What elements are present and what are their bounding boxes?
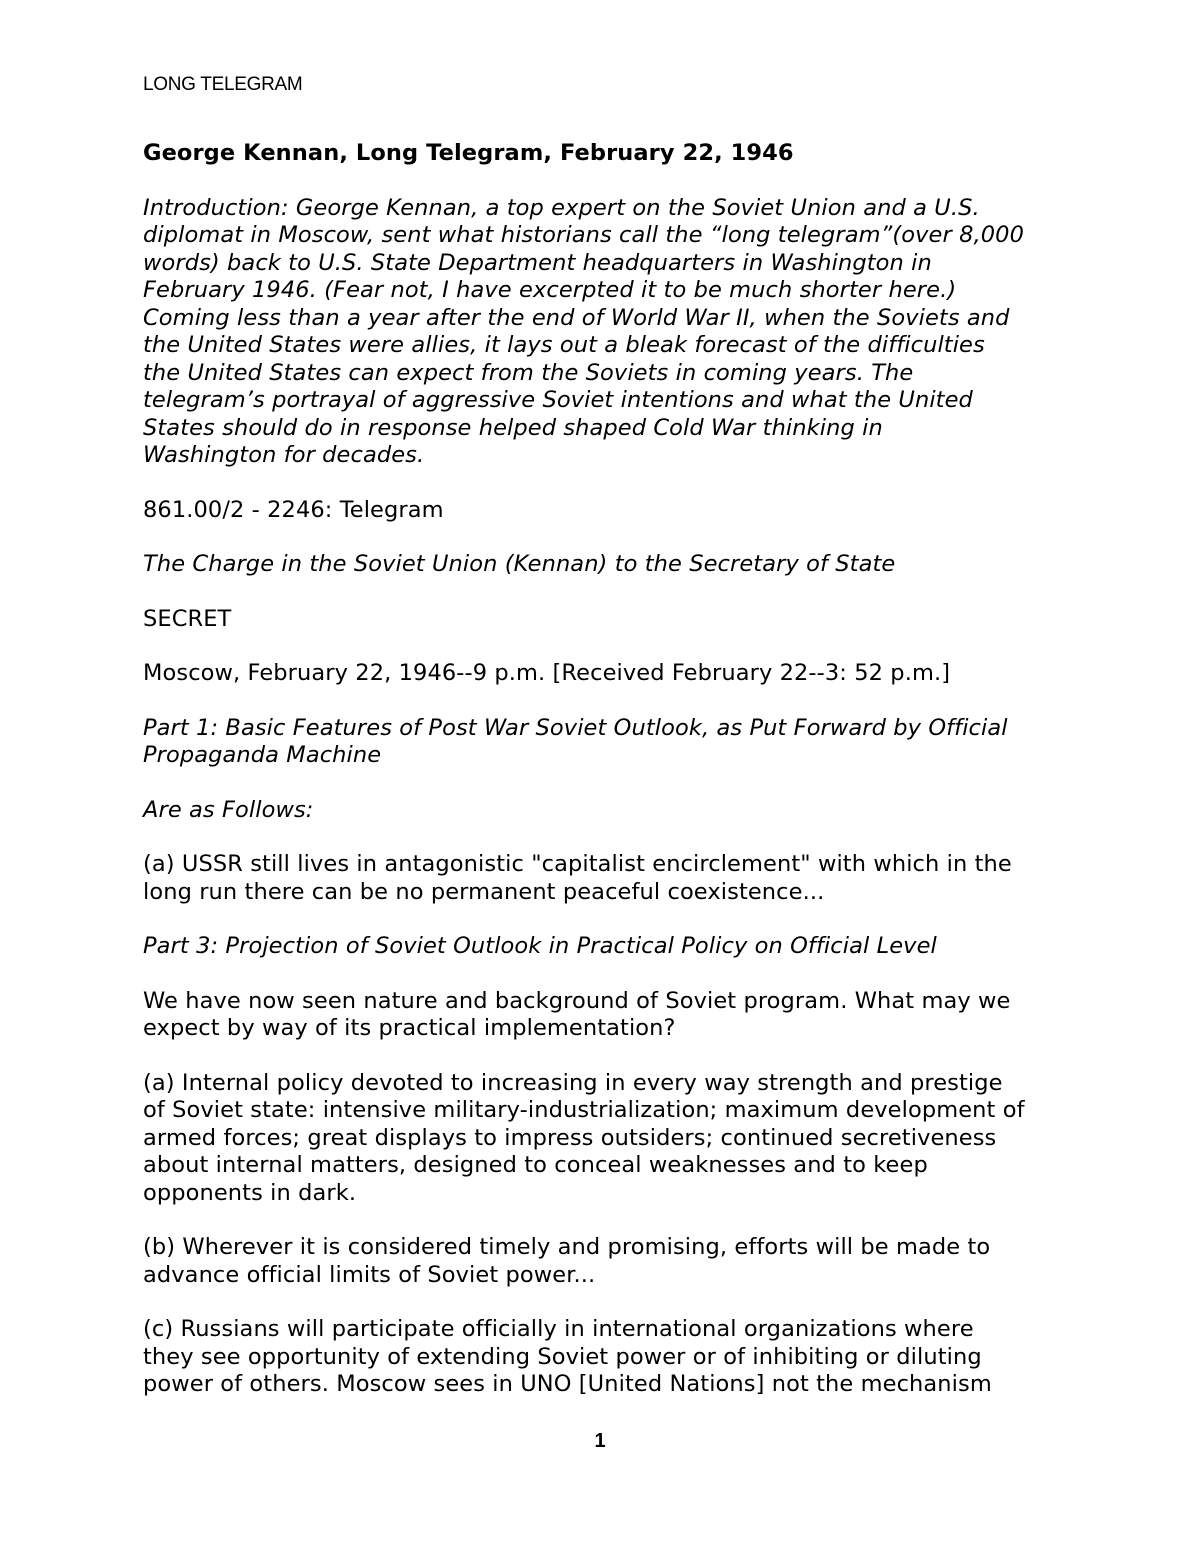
part1-heading: Part 1: Basic Features of Post War Soviet Outlook, as Put Forward by Official Propaganda Machine	[143, 714, 1008, 768]
part1-item-a: (a) USSR still lives in antagonistic "capitalist encirclement" with which in the long run there can be no permanent peaceful coexistence...	[143, 851, 1012, 905]
document-body	[143, 140, 1063, 1426]
dateline: Moscow, February 22, 1946--9 p.m. [Received February 22--3: 52 p.m.]	[143, 660, 951, 686]
classification-label: SECRET	[143, 605, 232, 632]
introduction-paragraph: Introduction: George Kennan, a top expert on the Soviet Union and a U.S. diplomat in Moscow, sent what historians call the “long telegram”(over 8,000 words) back to U.S. State Department headquarters in Washington in February 1946. (Fear not, I have excerpted it to be much shorter here.) Coming less than a year after the end of World War II, when the Soviets and the United States were allies, it lays out a bleak forecast of the difficulties the United States can expect from the Soviets in coming years. The telegram’s portrayal of aggressive Soviet intentions and what the United States should do in response helped shaped Cold War thinking in Washington for decades.	[143, 194, 1024, 468]
file-reference: 861.00/2 - 2246: Telegram	[143, 496, 444, 523]
part1-subheading: Are as Follows:	[143, 796, 314, 823]
part3-item-a: (a) Internal policy devoted to increasing in every way strength and prestige of Soviet state: intensive military-industrialization; maximum development of armed forces; great displays to impress outsiders; continued secretiveness about internal matters, designed to conceal weaknesses and to keep opponents in dark.	[143, 1069, 1025, 1206]
page-number: 1	[594, 1430, 606, 1452]
part3-item-c: (c) Russians will participate officially in international organizations where they see opportunity of extending Soviet power or of inhibiting or diluting power of others. Moscow sees in UNO [United Nations] not the mechanism	[143, 1316, 992, 1397]
part3-heading: Part 3: Projection of Soviet Outlook in Practical Policy on Official Level	[143, 933, 937, 959]
addressee-line: The Charge in the Soviet Union (Kennan) to the Secretary of State	[143, 551, 896, 577]
running-header: LONG TELEGRAM	[143, 74, 303, 95]
part3-item-b: (b) Wherever it is considered timely and promising, efforts will be made to advance official limits of Soviet power...	[143, 1234, 991, 1288]
part3-intro: We have now seen nature and background of Soviet program. What may we expect by way of its practical implementation?	[143, 987, 1011, 1041]
document-title: George Kennan, Long Telegram, February 22, 1946	[143, 140, 794, 166]
